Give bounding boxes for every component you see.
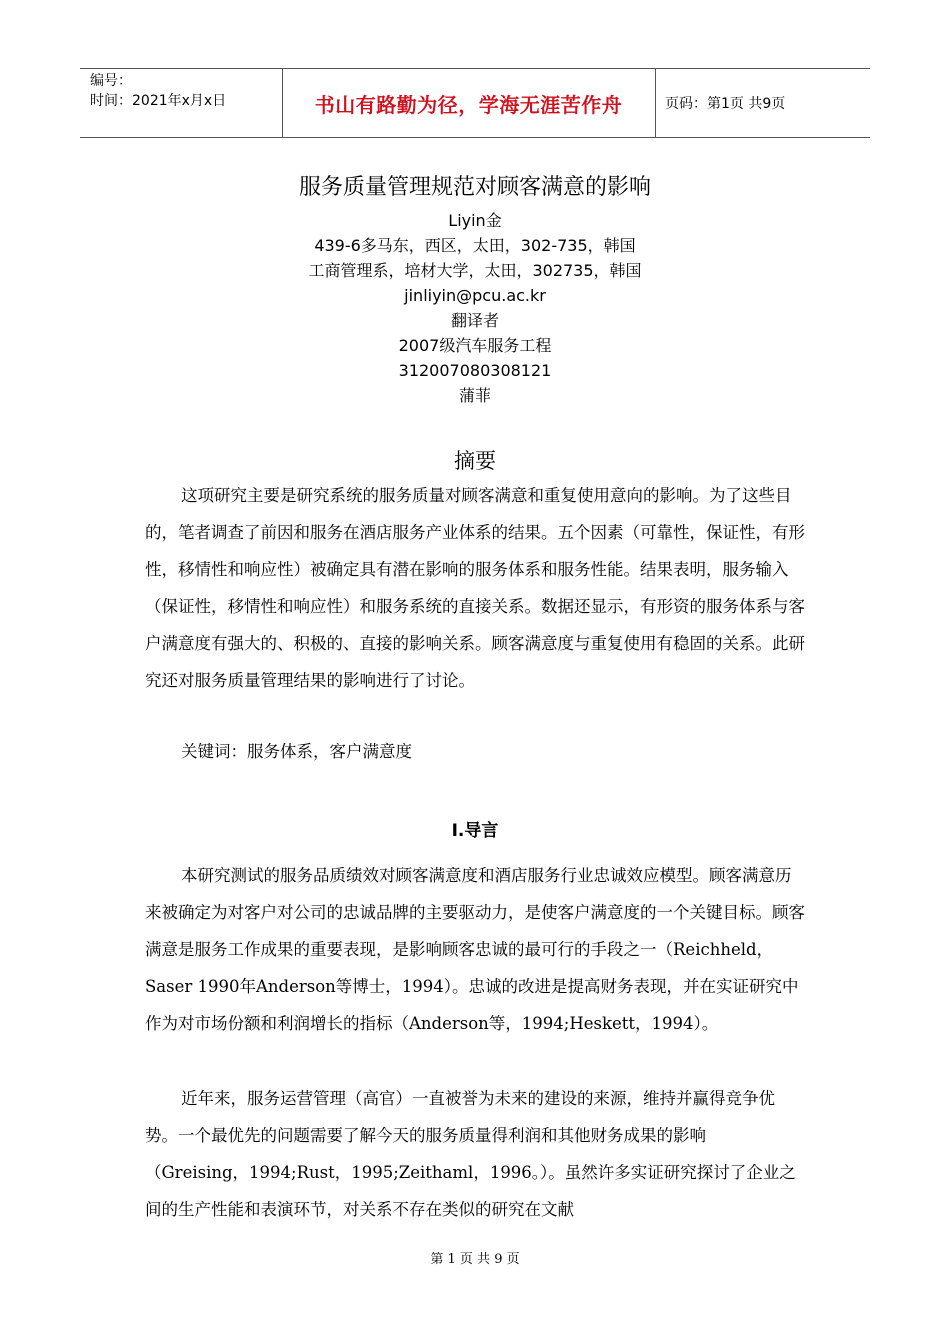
header-divider [655,69,656,137]
intro-paragraph: 本研究测试的服务品质绩效对顾客满意度和酒店服务行业忠诚效应模型。顾客满意历来被确定为对客户对公司的忠诚品牌的主要驱动力，是使客户满意度的一个关键目标。顾客满意是服务工作成果的重要表现，是影响顾客忠诚的最可行的手段之一（Reichheld，Saser 1990年Anderson等博士，1994）。忠诚的改进是提高财务表现，并在实证研究中作为对市场份额和利润增长的指标（Anderson等，1994;Heskett，1994）。 [145,866,805,1033]
translator-class: 2007级汽车服务工程 [398,336,552,355]
abstract-heading: 摘要 [454,449,496,473]
translator-label: 翻译者 [450,311,499,330]
section-heading: Ⅰ.导言 [451,821,499,841]
document-time-label: 时间：2021年x月x日 [90,93,227,109]
header-page-number: 页码：第1页 共9页 [665,96,786,112]
abstract-paragraph: 这项研究主要是研究系统的服务质量对顾客满意和重复使用意向的影响。为了这些目的，笔者调查了前因和服务在酒店服务产业体系的结果。五个因素（可靠性，保证性，有形性，移情性和响应性）被确定具有潜在影响的服务体系和服务性能。结果表明，服务输入（保证性，移情性和响应性）和服务系统的直接关系。数据还显示，有形资的服务体系与客户满意度有强大的、积极的、直接的影响关系。顾客满意度与重复使用有稳固的关系。此研究还对服务质量管理结果的影响进行了讨论。 [145,486,805,690]
document-number-label: 编号： [90,73,132,89]
author-address: 439-6多马东，西区，太田，302-735，韩国 [314,236,636,255]
translator-id: 312007080308121 [398,361,552,380]
author-block [0,208,950,408]
author-email: jinliyin@pcu.ac.kr [404,286,546,305]
document-title: 服务质量管理规范对顾客满意的影响 [298,175,651,200]
intro-paragraph: 近年来，服务运营管理（高官）一直被誉为未来的建设的来源，维持并赢得竞争优势。一个最优先的问题需要了解今天的服务质量得利润和其他财务成果的影响（Greising，1994;Rust，1995;Zeithaml，1996。）。虽然许多实证研究探讨了企业之间的生产性能和表演环节，对关系不存在类似的研究在文献 [145,1089,796,1219]
author-name: Liyin金 [448,211,502,230]
page-footer: 第 1 页 共 9 页 [430,1252,520,1267]
translator-name: 蒲菲 [458,386,491,405]
page-header [80,68,870,138]
author-affiliation: 工商管理系，培材大学，太田，302735，韩国 [308,261,642,280]
header-motto: 书山有路勤为径，学海无涯苦作舟 [314,93,623,117]
keywords: 关键词：服务体系，客户满意度 [181,742,412,761]
header-meta [90,71,226,111]
